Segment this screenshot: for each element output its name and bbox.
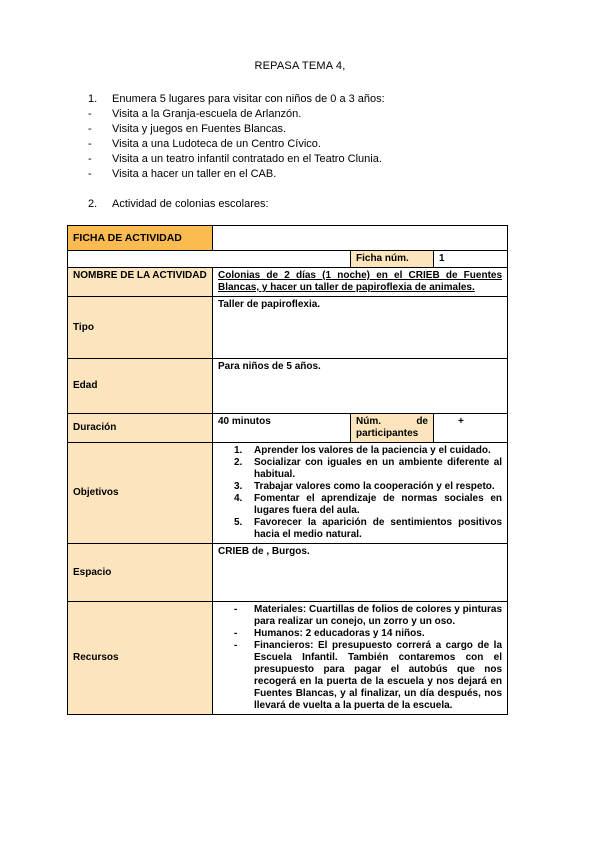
recursos-cell	[213, 602, 508, 715]
list-item-marker: 3.	[234, 481, 243, 492]
header-empty-cell	[213, 226, 508, 251]
objetivos-list-item	[234, 517, 502, 541]
question-2-text: Actividad de colonias escolares:	[112, 198, 269, 210]
ficha-num-label: Ficha núm.	[351, 251, 434, 268]
table-row	[68, 443, 508, 544]
participantes-label: Núm. de participantes	[351, 414, 434, 443]
table-row	[68, 414, 508, 443]
places-list-item	[88, 137, 540, 152]
objetivos-list-item	[234, 445, 502, 457]
recursos-list-item	[234, 628, 502, 640]
list-item-text: Fomentar el aprendizaje de normas sociales en lugares fuera del aula.	[254, 493, 503, 516]
question-1	[88, 92, 540, 107]
list-item-text: Visita a hacer un taller en el CAB.	[112, 168, 277, 180]
objetivos-label: Objetivos	[68, 443, 213, 544]
table-row	[68, 602, 508, 715]
question-1-marker: 1.	[88, 93, 98, 105]
places-list	[88, 107, 540, 182]
list-item-text: Financieros: El presupuesto correrá a cargo de la Escuela Infantil. También contaremos con el presupuesto para pagar el autobús que nos recogerá en la puerta de la escuela y nos dejará en Fuentes Blancas, y al finalizar, un día después, nos llevará de vuelta a la puerta de la escuela.	[254, 640, 503, 711]
tipo-label: Tipo	[68, 297, 213, 359]
list-item-marker: -	[88, 153, 92, 165]
list-item-marker: -	[88, 108, 92, 120]
list-item-marker: 2.	[234, 457, 243, 468]
objetivos-list-item	[234, 457, 502, 481]
duracion-value: 40 minutos	[213, 414, 351, 443]
list-item-marker: -	[234, 604, 238, 615]
edad-value: Para niños de 5 años.	[213, 359, 508, 414]
list-item-text: Socializar con iguales en un ambiente diferente al habitual.	[254, 457, 503, 480]
tipo-value: Taller de papiroflexia.	[213, 297, 508, 359]
places-list-item	[88, 167, 540, 182]
list-item-text: Visita a un teatro infantil contratado en el Teatro Clunia.	[112, 153, 382, 165]
objetivos-cell	[213, 443, 508, 544]
duracion-label: Duración	[68, 414, 213, 443]
objetivos-list-item	[234, 481, 502, 493]
table-row	[68, 268, 508, 297]
list-item-marker: -	[88, 138, 92, 150]
list-item-marker: -	[88, 123, 92, 135]
page-title: REPASA TEMA 4,	[254, 60, 346, 72]
espacio-value: CRIEB de , Burgos.	[213, 544, 508, 602]
question-2-marker: 2.	[88, 198, 98, 210]
places-list-item	[88, 107, 540, 122]
empty-cell	[68, 251, 351, 268]
espacio-label: Espacio	[68, 544, 213, 602]
question-2	[88, 197, 540, 212]
ficha-num-value: 1	[434, 251, 508, 268]
table-row	[68, 297, 508, 359]
table-row	[68, 544, 508, 602]
list-item-text: Materiales: Cuartillas de folios de colores y pinturas para realizar un conejo, un zorro y un oso.	[254, 604, 503, 627]
question-1-text: Enumera 5 lugares para visitar con niños de 0 a 3 años:	[112, 93, 385, 105]
ficha-actividad-header: FICHA DE ACTIVIDAD	[68, 226, 213, 251]
nombre-value: Colonias de 2 días (1 noche) en el CRIEB de Fuentes Blancas, y hacer un taller de papiroflexia de animales.	[213, 268, 508, 297]
places-list-item	[88, 122, 540, 137]
list-item-marker: -	[234, 640, 238, 651]
list-item-text: Favorecer la aparición de sentimientos positivos hacia el medio natural.	[254, 517, 503, 540]
nombre-label: NOMBRE DE LA ACTIVIDAD	[68, 268, 213, 297]
recursos-list	[218, 604, 502, 712]
list-item-text: Visita a la Granja-escuela de Arlanzón.	[112, 108, 302, 120]
list-item-text: Visita a una Ludoteca de un Centro Cívico.	[112, 138, 321, 150]
list-item-marker: 1.	[234, 445, 243, 456]
objetivos-list-item	[234, 493, 502, 517]
intro-section	[88, 92, 540, 212]
edad-label: Edad	[68, 359, 213, 414]
list-item-marker: -	[234, 628, 238, 639]
places-list-item	[88, 152, 540, 167]
recursos-list-item	[234, 640, 502, 712]
list-item-text: Trabajar valores como la cooperación y el respeto.	[254, 481, 495, 492]
list-item-marker: 5.	[234, 517, 243, 528]
list-item-marker: 4.	[234, 493, 243, 504]
recursos-list-item	[234, 604, 502, 628]
table-row	[68, 226, 508, 251]
list-item-text: Humanos: 2 educadoras y 14 niños.	[254, 628, 425, 639]
list-item-text: Visita y juegos en Fuentes Blancas.	[112, 123, 287, 135]
recursos-label: Recursos	[68, 602, 213, 715]
table-row	[68, 251, 508, 268]
objetivos-list	[218, 445, 502, 541]
list-item-marker: -	[88, 168, 92, 180]
list-item-text: Aprender los valores de la paciencia y el cuidado.	[254, 445, 491, 456]
participantes-value: +	[434, 414, 508, 443]
activity-sheet-table	[67, 225, 508, 715]
table-row	[68, 359, 508, 414]
